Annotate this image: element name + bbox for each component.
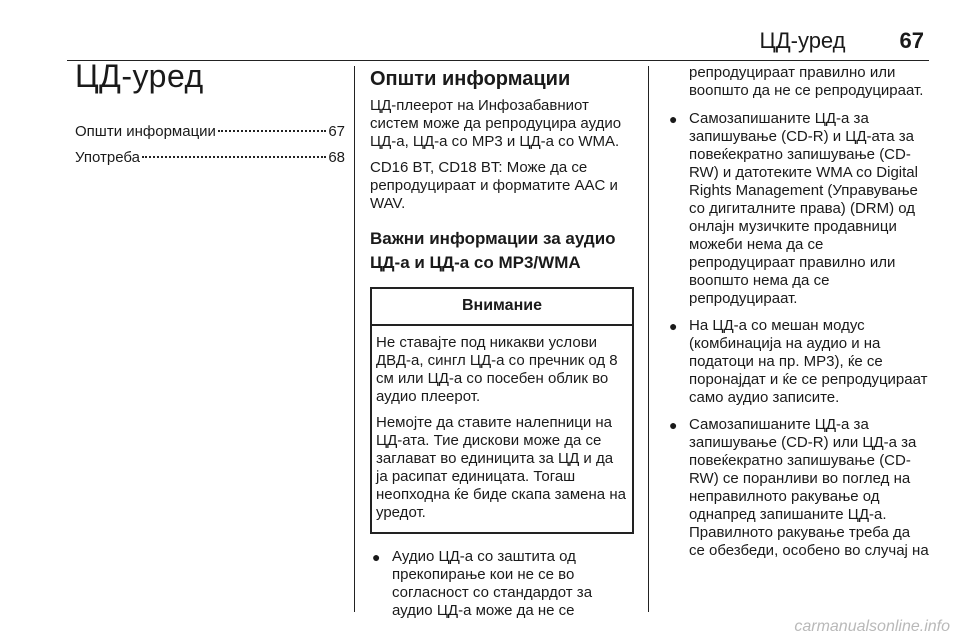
list-item-text: На ЦД-а со мешан модус (комбинација на аудио и на податоци на пр. MP3), ќе се поронајдат и ќе се репродуцираат само аудио записите. xyxy=(689,317,928,406)
list-item xyxy=(667,416,929,560)
paragraph: CD16 BT, CD18 BT: Може да се репродуцираат и форматите AAC и WAV. xyxy=(370,159,618,212)
chapter-title: ЦД-уред xyxy=(75,58,204,94)
caution-paragraph: Не ставајте под никакви услови ДВД-а, сингл ЦД-а со пречник од 8 см или ЦД-а со посебен облик во аудио плеерот. xyxy=(376,334,618,405)
bullet-icon: ● xyxy=(669,417,678,433)
caution-title: Внимание xyxy=(372,289,632,326)
toc-entry[interactable] xyxy=(75,149,345,166)
caution-box xyxy=(370,287,634,534)
list-item xyxy=(370,548,632,620)
chapter-column xyxy=(75,58,345,175)
toc-leader-dots xyxy=(142,156,326,158)
page-number: 67 xyxy=(899,28,924,53)
caution-body xyxy=(372,326,632,532)
list-item-text: Аудио ЦД-а со заштита од прекопирање кои не се во согласност со стандардот за аудио ЦД-а може да не се xyxy=(392,548,593,619)
toc-entry-label: Употреба xyxy=(75,149,140,166)
running-header xyxy=(759,28,924,54)
right-column xyxy=(667,64,929,569)
bullet-list xyxy=(370,548,632,620)
continued-paragraph: репродуцираат правилно или воопшто да не се репродуцираат. xyxy=(689,64,924,99)
bullet-list xyxy=(667,110,929,560)
column-divider xyxy=(648,66,649,612)
bullet-icon: ● xyxy=(669,111,678,127)
toc-entry-page: 67 xyxy=(328,123,345,140)
list-item-text: Самозапишаните ЦД-а за запишување (CD-R) и ЦД-ата за повеќекратно запишување (CD-RW) и датотеките WMA со Digital Rights Management (Управување со дигиталните права) (DRM) од онлајн музичките продавници можеби нема да се репродуцираат правилно или воопшто нема да се репродуцираат. xyxy=(689,110,918,307)
bullet-icon: ● xyxy=(372,549,381,565)
toc-entry-page: 68 xyxy=(328,149,345,166)
toc-entry-label: Општи информации xyxy=(75,123,216,140)
toc-entry[interactable] xyxy=(75,123,345,140)
list-item xyxy=(667,110,929,308)
paragraph: ЦД-плеерот на Инфозабавниот систем може да репродуцира аудио ЦД-а, ЦД-а со MP3 и ЦД-а со WMA. xyxy=(370,97,622,150)
header-section-title: ЦД-уред xyxy=(759,28,846,53)
subsection-heading: Важни информации за аудио ЦД-а и ЦД-а со MP3/WMA xyxy=(370,229,616,272)
watermark: carmanualsonline.info xyxy=(794,618,950,635)
list-item-text: Самозапишаните ЦД-а за запишување (CD-R) или ЦД-а за повеќекратно запишување (CD-RW) се поранливи во поглед на неправилното ракување од однапред запишаните ЦД-а. Правилното ракување треба да се обезбеди, особено во случај на xyxy=(689,416,929,559)
section-heading: Општи информации xyxy=(370,68,571,90)
bullet-icon: ● xyxy=(669,318,678,334)
toc-leader-dots xyxy=(218,130,326,132)
list-item xyxy=(667,317,929,407)
caution-paragraph: Немојте да ставите налепници на ЦД-ата. Тие дискови може да се заглават во единицита за ЦД и да ја расипат единицата. Тогаш неопходна ќе биде скапа замена на уредот. xyxy=(376,414,626,521)
main-column xyxy=(370,68,632,629)
column-divider xyxy=(354,66,355,612)
